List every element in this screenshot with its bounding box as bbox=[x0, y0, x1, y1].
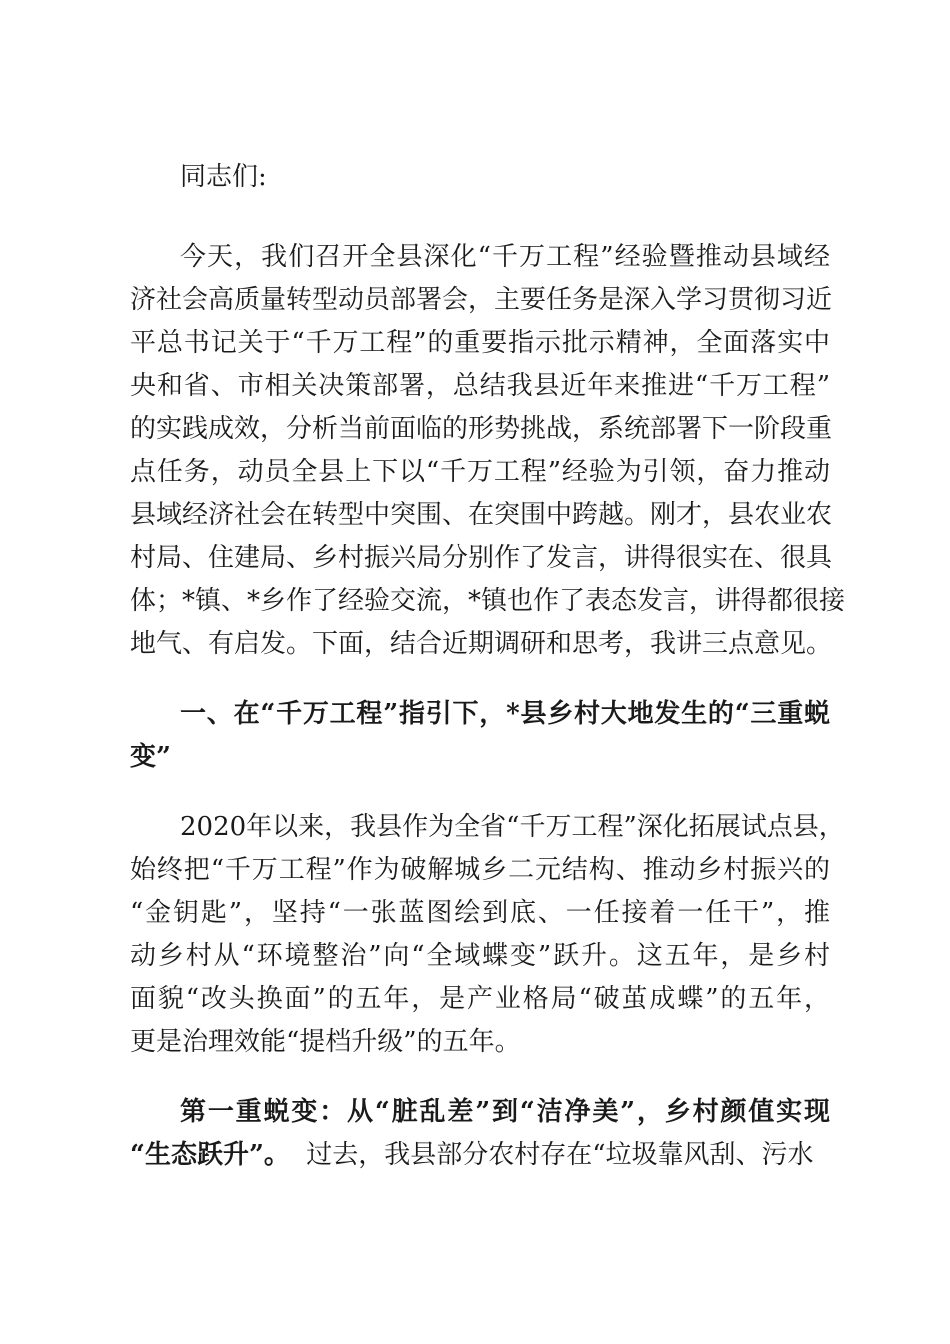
paragraph-line: 始终把“千万工程”作为破解城乡二元结构、推动乡村振兴的 bbox=[130, 855, 830, 885]
paragraph-line: 济社会高质量转型动员部署会，主要任务是深入学习贯彻习近 bbox=[130, 285, 833, 315]
paragraph-line: 点任务，动员全县上下以“千万工程”经验为引领，奋力推动 bbox=[130, 457, 830, 487]
paragraph-line: 2020年以来，我县作为全省“千万工程”深化拓展试点县， bbox=[180, 812, 845, 842]
paragraph-line bbox=[130, 1138, 830, 1172]
paragraph-line: 更是治理效能“提档升级”的五年。 bbox=[130, 1027, 521, 1057]
paragraph-line: 体；*镇、*乡作了经验交流，*镇也作了表态发言，讲得都很接 bbox=[130, 586, 846, 616]
paragraph-line: 地气、有启发。下面，结合近期调研和思考，我讲三点意见。 bbox=[130, 629, 833, 659]
paragraph-line: 动乡村从“环境整治”向“全域蝶变”跃升。这五年，是乡村 bbox=[130, 941, 830, 971]
paragraph-line: “金钥匙”，坚持“一张蓝图绘到底、一任接着一任干”，推 bbox=[130, 898, 830, 928]
paragraph-line: 村局、住建局、乡村振兴局分别作了发言，讲得很实在、很具 bbox=[130, 543, 833, 573]
paragraph-line: 面貌“改头换面”的五年，是产业格局“破茧成蝶”的五年， bbox=[130, 984, 830, 1014]
salutation: 同志们: bbox=[180, 162, 267, 192]
paragraph-line: 平总书记关于“千万工程”的重要指示批示精神，全面落实中 bbox=[130, 328, 830, 358]
subheading-tail: “生态跃升”。 bbox=[130, 1140, 290, 1170]
section-heading: 一、在“千万工程”指引下，*县乡村大地发生的“三重蜕 bbox=[180, 699, 830, 729]
section-heading: 变” bbox=[130, 742, 171, 772]
paragraph-line: 县域经济社会在转型中突围、在突围中跨越。刚才，县农业农 bbox=[130, 500, 833, 530]
paragraph-line: 今天，我们召开全县深化“千万工程”经验暨推动县域经 bbox=[180, 242, 830, 272]
paragraph-text: 过去，我县部分农村存在“垃圾靠风刮、污水 bbox=[306, 1140, 814, 1170]
paragraph-line: 央和省、市相关决策部署，总结我县近年来推进“千万工程” bbox=[130, 371, 830, 401]
subheading-line: 第一重蜕变：从“脏乱差”到“洁净美”，乡村颜值实现 bbox=[180, 1097, 830, 1127]
paragraph-line: 的实践成效，分析当前面临的形势挑战，系统部署下一阶段重 bbox=[130, 414, 833, 444]
